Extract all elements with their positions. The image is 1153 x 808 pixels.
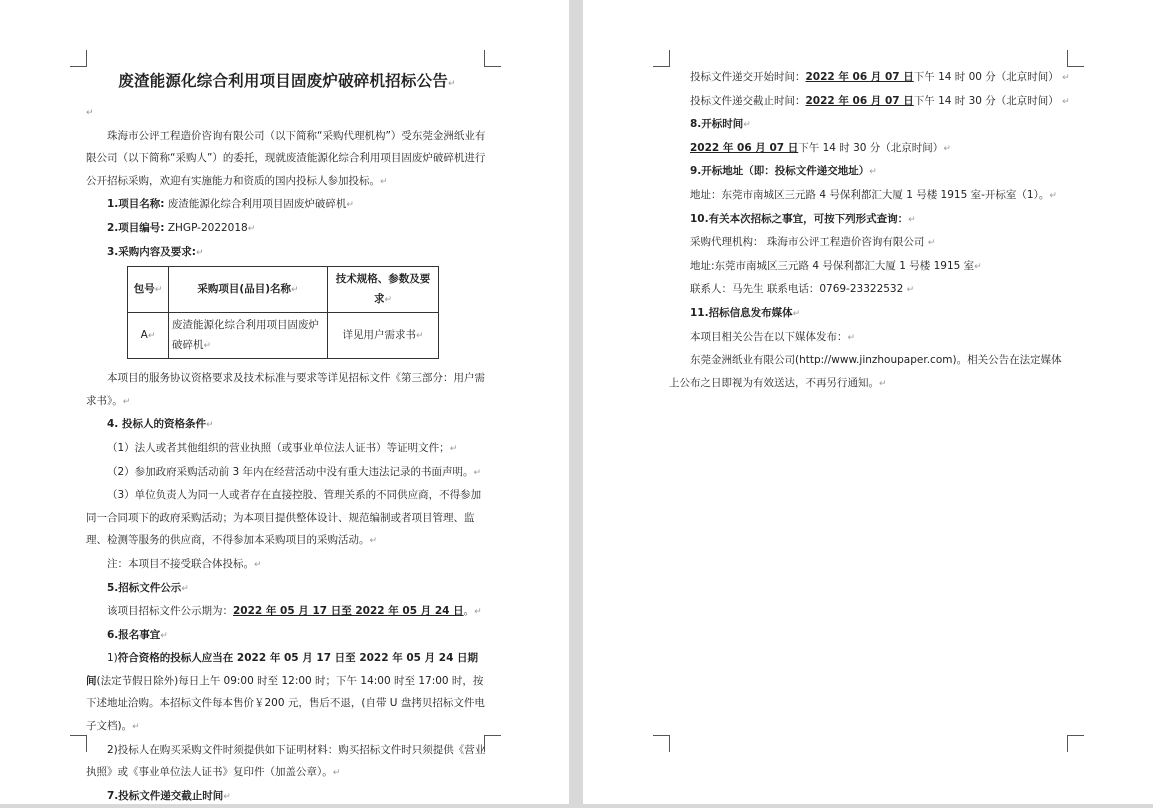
table-header-cell: 技术规格、参数及要求↵ bbox=[328, 267, 439, 313]
document-title: 废渣能源化综合利用项目固废炉破碎机招标公告↵ bbox=[118, 72, 456, 90]
service-note: 本项目的服务协议资格要求及技术标准与要求等详见招标文件《第三部分：用户需求书》。↵ bbox=[86, 372, 485, 407]
table-row bbox=[128, 313, 439, 359]
crop-mark bbox=[653, 50, 670, 67]
opening-heading: 8.开标时间↵ bbox=[690, 118, 751, 131]
project-number: 2.项目编号: ZHGP-2022018↵ bbox=[107, 221, 256, 234]
crop-mark bbox=[484, 50, 501, 67]
media-source: 东莞金洲纸业有限公司(http://www.jinzhoupaper.com)。相关公告在法定媒体上公布之日即视为有效送达，不再另行通知。↵ bbox=[669, 354, 1062, 389]
publicity-period: 该项目招标文件公示期为：2022 年 05 月 17 日至 2022 年 05 月 24 日。↵ bbox=[107, 605, 482, 618]
crop-mark bbox=[1067, 50, 1084, 67]
document-page-left bbox=[0, 0, 569, 804]
crop-mark bbox=[70, 50, 87, 67]
procurement-heading: 3.采购内容及要求:↵ bbox=[107, 245, 204, 258]
inquiry-heading: 10.有关本次招标之事宜，可按下列形式查询：↵ bbox=[690, 212, 916, 225]
deadline-heading: 7.投标文件递交截止时间↵ bbox=[107, 789, 231, 802]
qualification-item: （1）法人或者其他组织的营业执照（或事业单位法人证书）等证明文件；↵ bbox=[107, 441, 458, 454]
publicity-heading: 5.招标文件公示↵ bbox=[107, 581, 189, 594]
document-page-right bbox=[583, 0, 1153, 804]
inquiry-contact: 联系人：马先生 联系电话：0769-23322532 ↵ bbox=[690, 283, 915, 296]
procurement-table bbox=[127, 266, 439, 359]
table-cell: 详见用户需求书↵ bbox=[328, 313, 439, 359]
project-name: 1.项目名称: 废渣能源化综合利用项目固废炉破碎机↵ bbox=[107, 198, 354, 211]
media-text: 本项目相关公告在以下媒体发布：↵ bbox=[690, 330, 856, 343]
table-cell: 废渣能源化综合利用项目固废炉破碎机↵ bbox=[169, 313, 328, 359]
qualification-item: （3）单位负责人为同一人或者存在直接控股、管理关系的不同供应商，不得参加同一合同项下的政府采购活动；为本项目提供整体设计、规范编制或者项目管理、监理、检测等服务的供应商，不得参加本采购项目的采购活动。↵ bbox=[86, 489, 482, 547]
qualification-note: 注：本项目不接受联合体投标。↵ bbox=[107, 557, 262, 570]
qualification-heading: 4. 投标人的资格条件↵ bbox=[107, 418, 214, 431]
empty-paragraph: ↵ bbox=[86, 108, 94, 118]
crop-mark bbox=[1067, 735, 1084, 752]
crop-mark bbox=[70, 735, 87, 752]
table-header-row bbox=[128, 267, 439, 313]
media-heading: 11.招标信息发布媒体↵ bbox=[690, 306, 801, 319]
registration-item: 2)投标人在购买采购文件时须提供如下证明材料：购买招标文件时只须提供《营业执照》或《事业单位法人证书》复印件（加盖公章）。↵ bbox=[86, 743, 486, 779]
left-page-content bbox=[86, 66, 488, 808]
table-cell: A↵ bbox=[128, 313, 169, 359]
registration-heading: 6.报名事宜↵ bbox=[107, 628, 168, 641]
table-header-cell: 包号↵ bbox=[128, 267, 169, 313]
inquiry-address: 地址:东莞市南城区三元路 4 号保利都汇大厦 1 号楼 1915 室↵ bbox=[690, 259, 982, 272]
opening-address-heading: 9.开标地址（即：投标文件递交地址）↵ bbox=[690, 165, 877, 178]
submission-end: 投标文件递交截止时间：2022 年 06 月 07 日下午 14 时 30 分（北京时间） ↵ bbox=[690, 94, 1070, 107]
crop-mark bbox=[653, 735, 670, 752]
intro-paragraph: 珠海市公评工程造价咨询有限公司（以下简称“采购代理机构”）受东莞金洲纸业有限公司（以下简称“采购人”）的委托，现就废渣能源化综合利用项目固废炉破碎机进行公开招标采购，欢迎有实施能力和资质的国内投标人参加投标。↵ bbox=[86, 129, 486, 187]
registration-item: 1)符合资格的投标人应当在 2022 年 05 月 17 日至 2022 年 05 月 24 日期间(法定节假日除外)每日上午 09:00 时至 12:00 时；下午 14:00 时至 17:00 时，按下述地址洽购。本招标文件每本售价￥200 元，售后不退，(自带 U 盘拷贝招标文件电子文档)。↵ bbox=[86, 652, 485, 733]
opening-time: 2022 年 06 月 07 日下午 14 时 30 分（北京时间）↵ bbox=[690, 141, 951, 154]
qualification-item: （2）参加政府采购活动前 3 年内在经营活动中没有重大违法记录的书面声明。↵ bbox=[107, 465, 482, 478]
opening-address: 地址：东莞市南城区三元路 4 号保利都汇大厦 1 号楼 1915 室-开标室（1）。↵ bbox=[690, 188, 1057, 201]
right-page-content bbox=[669, 66, 1071, 395]
table-header-cell: 采购项目(品目)名称↵ bbox=[169, 267, 328, 313]
submission-start: 投标文件递交开始时间：2022 年 06 月 07 日下午 14 时 00 分（北京时间） ↵ bbox=[690, 71, 1070, 83]
inquiry-agency: 采购代理机构： 珠海市公评工程造价咨询有限公司 ↵ bbox=[690, 236, 936, 249]
